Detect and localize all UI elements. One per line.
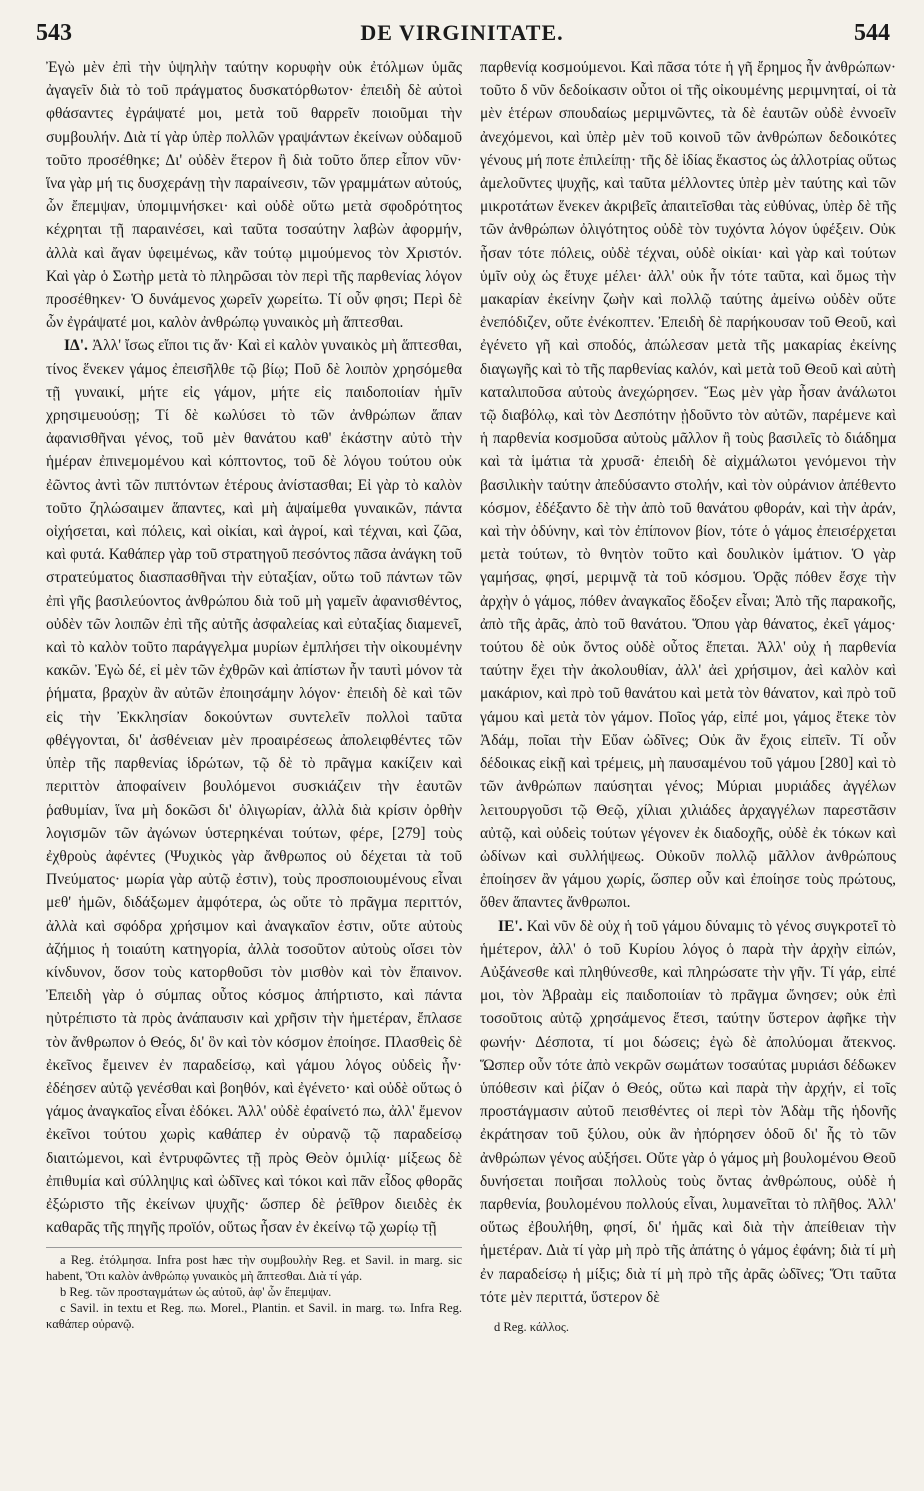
right-column <box>480 56 896 1335</box>
section-paragraph <box>480 915 896 1309</box>
paragraph: παρθενίᾳ κοσμούμενοι. Καὶ πᾶσα τότε ἡ γῆ ἔρημος ἦν ἀνθρώπων· τοῦτο δ νῦν δεδοίκασιν οὗτοι οἱ τῆς οἰκουμένης μεριμνηταί, οἱ τὰ μὲν ἑτέρων σπουδαίως μεριμνῶντες, τὰ δὲ ἑαυτῶν οὐδὲ ἐννοεῖν ἀνεχόμενοι, καὶ ὑπὲρ μὲν τοῦ κοινοῦ τῶν ἀνθρώπων δεδοικότες γένους μή ποτε ἐπιλείπῃ· τῆς δὲ ἰδίας ἕκαστος ὡς ἀλλοτρίας οὕτως ἀμελοῦντες ψυχῆς, καὶ ταῦτα μέλλοντες ὑπὲρ μὲν ταύτης καὶ τῶν μικροτάτων ἕνεκεν ἀκριβεῖς ἀπαιτεῖσθαι τὰς εὐθύνας, ὑπὲρ δὲ τῆς τῶν ἀνθρώπων ὀλιγότητος οὐδὲ τὸν τυχόντα λόγον ὑφέξειν. Οὐκ ἦσαν τότε πόλεις, οὐδὲ τέχναι, οὐδὲ οἰκίαι· καὶ γὰρ καὶ τούτων ὑμῖν οὐχ ὡς ἔτυχε μέλει· ἀλλ' οὐκ ἦν τότε ταῦτα, καὶ ὅμως τὴν μακαρίαν ἐκείνην ζωὴν καὶ πολλῷ ταύτης ἀμείνω οὐδὲν οὔτε ἐνεπόδιζεν, οὔτε ἐνέκοπτεν. Ἐπειδὴ δὲ παρήκουσαν τοῦ Θεοῦ, καὶ ἐγένετο γῆ καὶ σποδός, ἀπώλεσαν μετὰ τῆς μακαρίας ἐκείνης διαγωγῆς καὶ τὸ τῆς παρθενίας καλόν, καὶ μετὰ τοῦ Θεοῦ καὶ αὐτὴ καταλιποῦσα αὐτοὺς ἀνεχώρησεν. Ἕως μὲν γὰρ ἦσαν ἀνάλωτοι τῷ διαβόλῳ, καὶ τὸν Δεσπότην ᾐδοῦντο τὸν αὐτῶν, παρέμενε καὶ ἡ παρθενία κοσμοῦσα αὐτοὺς μᾶλλον ἢ τοὺς βασιλεῖς τὸ διάδημα καὶ τὰ ἱμάτια τὰ χρυσᾶ· ἐπειδὴ δὲ αἰχμάλωτοι γενόμενοι τὴν βασιλικὴν ταύτην ἀπεδύσαντο στολήν, καὶ τὸν οὐράνιον ἀπέθεντο κόσμον, ἐδέξαντο δὲ τὴν ἀπὸ τοῦ θανάτου φθοράν, καὶ τὴν ἀράν, καὶ τὴν ὀδύνην, καὶ τὸν ἐπίπονον βίον, τότε ὁ γάμος ἐπεισέρχεται μετὰ τούτων, τὸ θνητὸν τοῦτο καὶ δουλικὸν ἱμάτιον. Ὁ γὰρ γαμήσας, φησί, μεριμνᾷ τὰ τοῦ κόσμου. Ὁρᾷς πόθεν ἔσχε τὴν ἀρχὴν ὁ γάμος, πόθεν ἀναγκαῖος ἔδοξεν εἶναι; Ἀπὸ τῆς παρακοῆς, ἀπὸ τῆς ἀρᾶς, ἀπὸ τοῦ θανάτου. Ὅπου γὰρ θάνατος, ἐκεῖ γάμος· τούτου δὲ οὐκ ὄντος οὐδὲ οὗτος ἕπεται. Ἀλλ' οὐχ ἡ παρθενία ταύτην ἔχει τὴν ἀκολουθίαν, ἀλλ' ἀεὶ χρήσιμον, ἀεὶ καλὸν καὶ μακάριον, καὶ πρὸ τοῦ θανάτου καὶ μετὰ τὸν θάνατον, καὶ πρὸ τοῦ γάμου καὶ μετὰ τὸν γάμον. Ποῖος γάρ, εἰπέ μοι, γάμος ἔτεκε τὸν Ἀδάμ, ποῖαι τὴν Εὔαν ὠδῖνες; Οὐκ ἂν ἔχοις εἰπεῖν. Τί οὖν δέδοικας εἰκῇ καὶ τρέμεις, μὴ παυσαμένου τοῦ γάμου [280] καὶ τὸ τῶν ἀνθρώπων παύσηται γένος; Μύριαι μυριάδες ἀγγέλων λειτουργοῦσι τῷ Θεῷ, χίλιαι χιλιάδες ἀρχαγγέλων παρεστᾶσιν αὐτῷ, καὶ οὐδεὶς τούτων γέγονεν ἐκ διαδοχῆς, οὐδὲ ἐκ τόκων καὶ ὠδίνων καὶ συλλήψεως. Οὐκοῦν πολλῷ μᾶλλον ἀνθρώπους ἐποίησεν ἂν γάμου χωρίς, ὥσπερ οὖν καὶ ἐποίησε τοὺς πρώτους, ὅθεν ἅπαντες ἄνθρωποι. <box>480 59 896 912</box>
page-number-left: 543 <box>36 20 72 46</box>
section-paragraph <box>46 334 462 1239</box>
left-column <box>46 56 462 1332</box>
running-header <box>28 20 896 50</box>
page-number-right: 544 <box>854 20 890 46</box>
paragraph: Καὶ νῦν δὲ οὐχ ἡ τοῦ γάμου δύναμις τὸ γένος συγκροτεῖ τὸ ἡμέτερον, ἀλλ' ὁ τοῦ Κυρίου λόγος ὁ παρὰ τὴν ἀρχὴν εἰπών, Αὐξάνεσθε καὶ πληθύνεσθε, καὶ πληρώσατε τὴν γῆν. Τί γάρ, εἰπέ μοι, τὸν Ἀβραὰμ εἰς παιδοποιίαν τὸ πρᾶγμα ὤνησεν; οὐκ ἐπὶ τοσοῦτοις αὐτῷ χρησάμενος ἔτεσι, ταύτην ὕστερον ἀφῆκε τὴν φωνήν· Δέσποτα, τί μοι δώσεις; ἐγὼ δὲ ἀπολύομαι ἄτεκνος. Ὥσπερ οὖν τότε ἀπὸ νεκρῶν σωμάτων τοσαύτας μυριάσι δέδωκεν ὑπόθεσιν καὶ ῥίζαν ὁ Θεός, οὕτω καὶ παρὰ τὴν ἀρχήν, εἰ τοῖς προστάγμασιν αὐτοῦ πεισθέντες οἱ περὶ τὸν Ἀδὰμ τῆς ἡδονῆς ἐκράτησαν τοῦ ξύλου, οὐκ ἂν ἠπόρησεν ὁδοῦ δι' ἧς τὸ τῶν ἀνθρώπων γένος αὐξήσει. Οὔτε γὰρ ὁ γάμος μὴ βουλομένου Θεοῦ δυνήσεται ποιῆσαι πολλοὺς τοὺς ὄντας ἀνθρώπους, οὐδὲ ἡ παρθενία, βουλομένου πολλούς εἶναι, λυμανεῖται τὸ πλῆθος. Ἀλλ' οὕτως ἐβουλήθη, φησί, δι' ἡμᾶς καὶ διὰ τὴν ἀπείθειαν τὴν ἡμετέραν. Διὰ τί γὰρ μὴ πρὸ τῆς ἀπάτης ὁ γάμος ἐφάνη; διὰ τί μὴ ἐν παραδείσῳ ἡ μίξις; διὰ τί μὴ πρὸ τῆς ἀρᾶς ὠδῖνες; Ὅτι ταῦτα τότε μὲν περιττά, ὕστερον δὲ <box>480 917 896 1306</box>
footnotes <box>46 1247 462 1332</box>
paragraph: Ἐγὼ μὲν ἐπὶ τὴν ὑψηλὴν ταύτην κορυφὴν οὐκ ἐτόλμων ὑμᾶς ἀγαγεῖν διὰ τὸ τοῦ πράγματος δυσκατόρθωτον· ἐπειδὴ δὲ αὐτοὶ φθάσαντες ἐγράψατέ μοι, μετὰ τοῦ θαρρεῖν ποιοῦμαι τὴν συμβουλήν. Διὰ τί γὰρ ὑπὲρ πολλῶν γραψάντων ἐκείνων οὐδαμοῦ τοῦτο προσέθηκε; Δι' οὐδὲν ἕτερον ἢ διὰ τοῦτο ὅπερ εἶπον νῦν· ἵνα γὰρ μή τις δυσχεράνῃ τὴν παραίνεσιν, τῶν γραμμάτων αὐτούς, ὧν ἔπεμψαν, ὑπομιμνήσκει· καὶ οὐδὲ οὕτω μετὰ σφοδρότητος κέχρηται τῇ παραινέσει, καὶ ταῦτα τοσαύτην λαβὼν ἀφορμήν, ἀλλὰ καὶ ἄγαν ὑφειμένως, κἂν τούτῳ μιμούμενος τὸν Χριστόν. Καὶ γὰρ ὁ Σωτὴρ μετὰ τὸ πληρῶσαι τὸν περὶ τῆς παρθενίας λόγον προσέθηκεν· Ὁ δυνάμενος χωρεῖν χωρείτω. Τί οὖν φησι; Περὶ δὲ ὧν ἐγράψατέ μοι, καλὸν ἀνθρώπῳ γυναικὸς μὴ ἅπτεσθαι. <box>46 59 462 332</box>
section-number: ΙΔ'. <box>64 337 88 355</box>
paragraph: Ἀλλ' ἴσως εἴποι τις ἄν· Καὶ εἰ καλὸν γυναικὸς μὴ ἅπτεσθαι, τίνος ἕνεκεν γάμος ἐπεισῆλθε τῷ βίῳ; Ποῦ δὲ λοιπὸν χρησόμεθα τῇ γυναικί, μήτε εἰς γάμον, μήτε εἰς παιδοποιίαν ἡμῖν χρησιμευούσῃ; Τί δὲ κωλύσει τὸ τῶν ἀνθρώπων ἅπαν ἀφανισθῆναι γένος, τοῦ μὲν θανάτου καθ' ἑκάστην αὐτὸ τὴν ἡμέραν ἐπινεμομένου καὶ κόπτοντος, τοῦ δὲ λόγου τούτου οὐκ ἐῶντος ἀντὶ τῶν πιπτόντων ἑτέρους ἀνίστασθαι; Εἰ γὰρ τὸ καλὸν τοῦτο ζηλώσαιμεν ἅπαντες, καὶ μὴ ἁψαίμεθα γυναικῶν, πάντα οἰχήσεται, καὶ πόλεις, καὶ οἰκίαι, καὶ ἀγροί, καὶ τέχναι, καὶ ζῶα, καὶ φυτά. Καθάπερ γὰρ τοῦ στρατηγοῦ πεσόντος πᾶσα ἀνάγκη τοῦ στρατεύματος διασπασθῆναι τὴν εὐταξίαν, οὕτω τοῦ πάντων τῶν ἐπὶ γῆς βασιλεύοντος ἀνθρώπου διὰ τοῦ μὴ γαμεῖν ἀφανισθέντος, οὐδὲν τῶν λοιπῶν ἐπὶ τῆς αὐτῆς ἀσφαλείας καὶ εὐταξίας διαμενεῖ, καὶ τὸ καλὸν τοῦτο παράγγελμα μυρίων ἐμπλήσει τὴν οἰκουμένην κακῶν. Ἐγὼ δέ, εἰ μὲν τῶν ἐχθρῶν καὶ ἀπίστων ἦν ταυτὶ μόνον τὰ ῥήματα, βραχὺν ἂν αὐτῶν ἐποιησάμην λόγον· ἐπειδὴ δὲ καὶ τῶν εἰς τὴν Ἐκκλησίαν δοκούντων συντελεῖν πολλοὶ ταῦτα φθέγγονται, δι' ἀσθένειαν μὲν προαιρέσεως ἀπολειφθέντες τῶν ὑπὲρ τῆς παρθενίας ἱδρώτων, τῷ δὲ τὸ πρᾶγμα κακίζειν καὶ περιττὸν ἀποφαίνειν βουλόμενοι συσκιάζειν τὴν ἑαυτῶν ῥαθυμίαν, ἵνα μὴ δοκῶσι δι' ὀλιγωρίαν, ἀλλὰ διὰ κρίσιν ὀρθὴν λογισμῶν τῶν ἀγώνων ὑστερηκέναι τούτων, φέρε, [279] τοὺς ἐχθροὺς ἀφέντες (Ψυχικὸς γὰρ ἄνθρωπος οὐ δέχεται τὰ τοῦ Πνεύματος· μωρία γὰρ αὐτῷ ἐστιν), τοὺς προσποιουμένους εἶναι μεθ' ἡμῶν, διδάξωμεν ἀμφότερα, ὡς οὔτε τὸ πρᾶγμα περιττόν, ἀλλὰ καὶ σφόδρα χρήσιμον καὶ ἀναγκαῖον ἐστιν, οὔτε αὐτοὺς ἀζήμιος ἡ τοιαύτη κατηγορία, ἀλλὰ τοσοῦτον αὐτοὺς οἴσει τὸν κίνδυνον, ὅσον τοὺς κατορθοῦσι τὸν μισθὸν καὶ τὸν ἔπαινον. Ἐπειδὴ γὰρ ὁ σύμπας οὗτος κόσμος ἀπήρτιστο, καὶ πάντα ηὐτρέπιστο τὰ πρὸς ἀνάπαυσιν καὶ χρῆσιν τὴν ἡμετέραν, ἔπλασε τὸν ἄνθρωπον ὁ Θεός, δι' ὃν καὶ τὸν κόσμον ἐποίησε. Πλασθεὶς δὲ ἐκεῖνος ἔμεινεν ἐν παραδείσῳ, καὶ γάμου λόγος οὐδεὶς ἦν· ἐδέησεν αὐτῷ γενέσθαι καὶ βοηθόν, καὶ ἐγένετο· καὶ οὐδὲ οὕτως ὁ γάμος ἀναγκαῖος εἶναι ἐδόκει. Ἀλλ' οὐδὲ ἐφαίνετό πω, ἀλλ' ἔμενον ἐκεῖνοι τούτου χωρὶς καθάπερ ἐν οὐρανῷ τῷ παραδείσῳ διαιτώμενοι, καὶ ἐντρυφῶντες τῇ πρὸς Θεὸν ὁμιλίᾳ· μίξεως δὲ ἐπιθυμία καὶ σύλληψις καὶ ὠδῖνες καὶ τόκοι καὶ πᾶν εἶδος φθορᾶς ἐξώριστο τῆς ἐκείνων ψυχῆς· ὥσπερ δὲ ῥεῖθρον διειδὲς ἐκ καθαρᾶς τῆς πηγῆς προϊόν, οὕτως ἦσαν ἐν ἐκείνῳ τῷ χωρίῳ τῇ <box>46 337 462 1237</box>
footnote: a Reg. ἐτόλμησα. Infra post hæc τὴν συμβουλὴν Reg. et Savil. in marg. sic habent, Ὅτι καλὸν ἀνθρώπῳ γυναικὸς μὴ ἅπτεσθαι. Διὰ τί γάρ. <box>46 1253 462 1284</box>
running-title: DE VIRGINITATE. <box>360 20 564 45</box>
footnote: b Reg. τῶν προσταγμάτων ὡς αὐτοῦ, ἀφ' ὧν ἔπεμψαν. <box>60 1285 332 1300</box>
footnote: c Savil. in textu et Reg. πω. Morel., Plantin. et Savil. in marg. τω. Infra Reg. καθάπερ οὐρανῷ. <box>46 1301 462 1332</box>
section-number: ΙΕ'. <box>498 917 523 935</box>
footnote: d Reg. κάλλος. <box>494 1319 569 1334</box>
